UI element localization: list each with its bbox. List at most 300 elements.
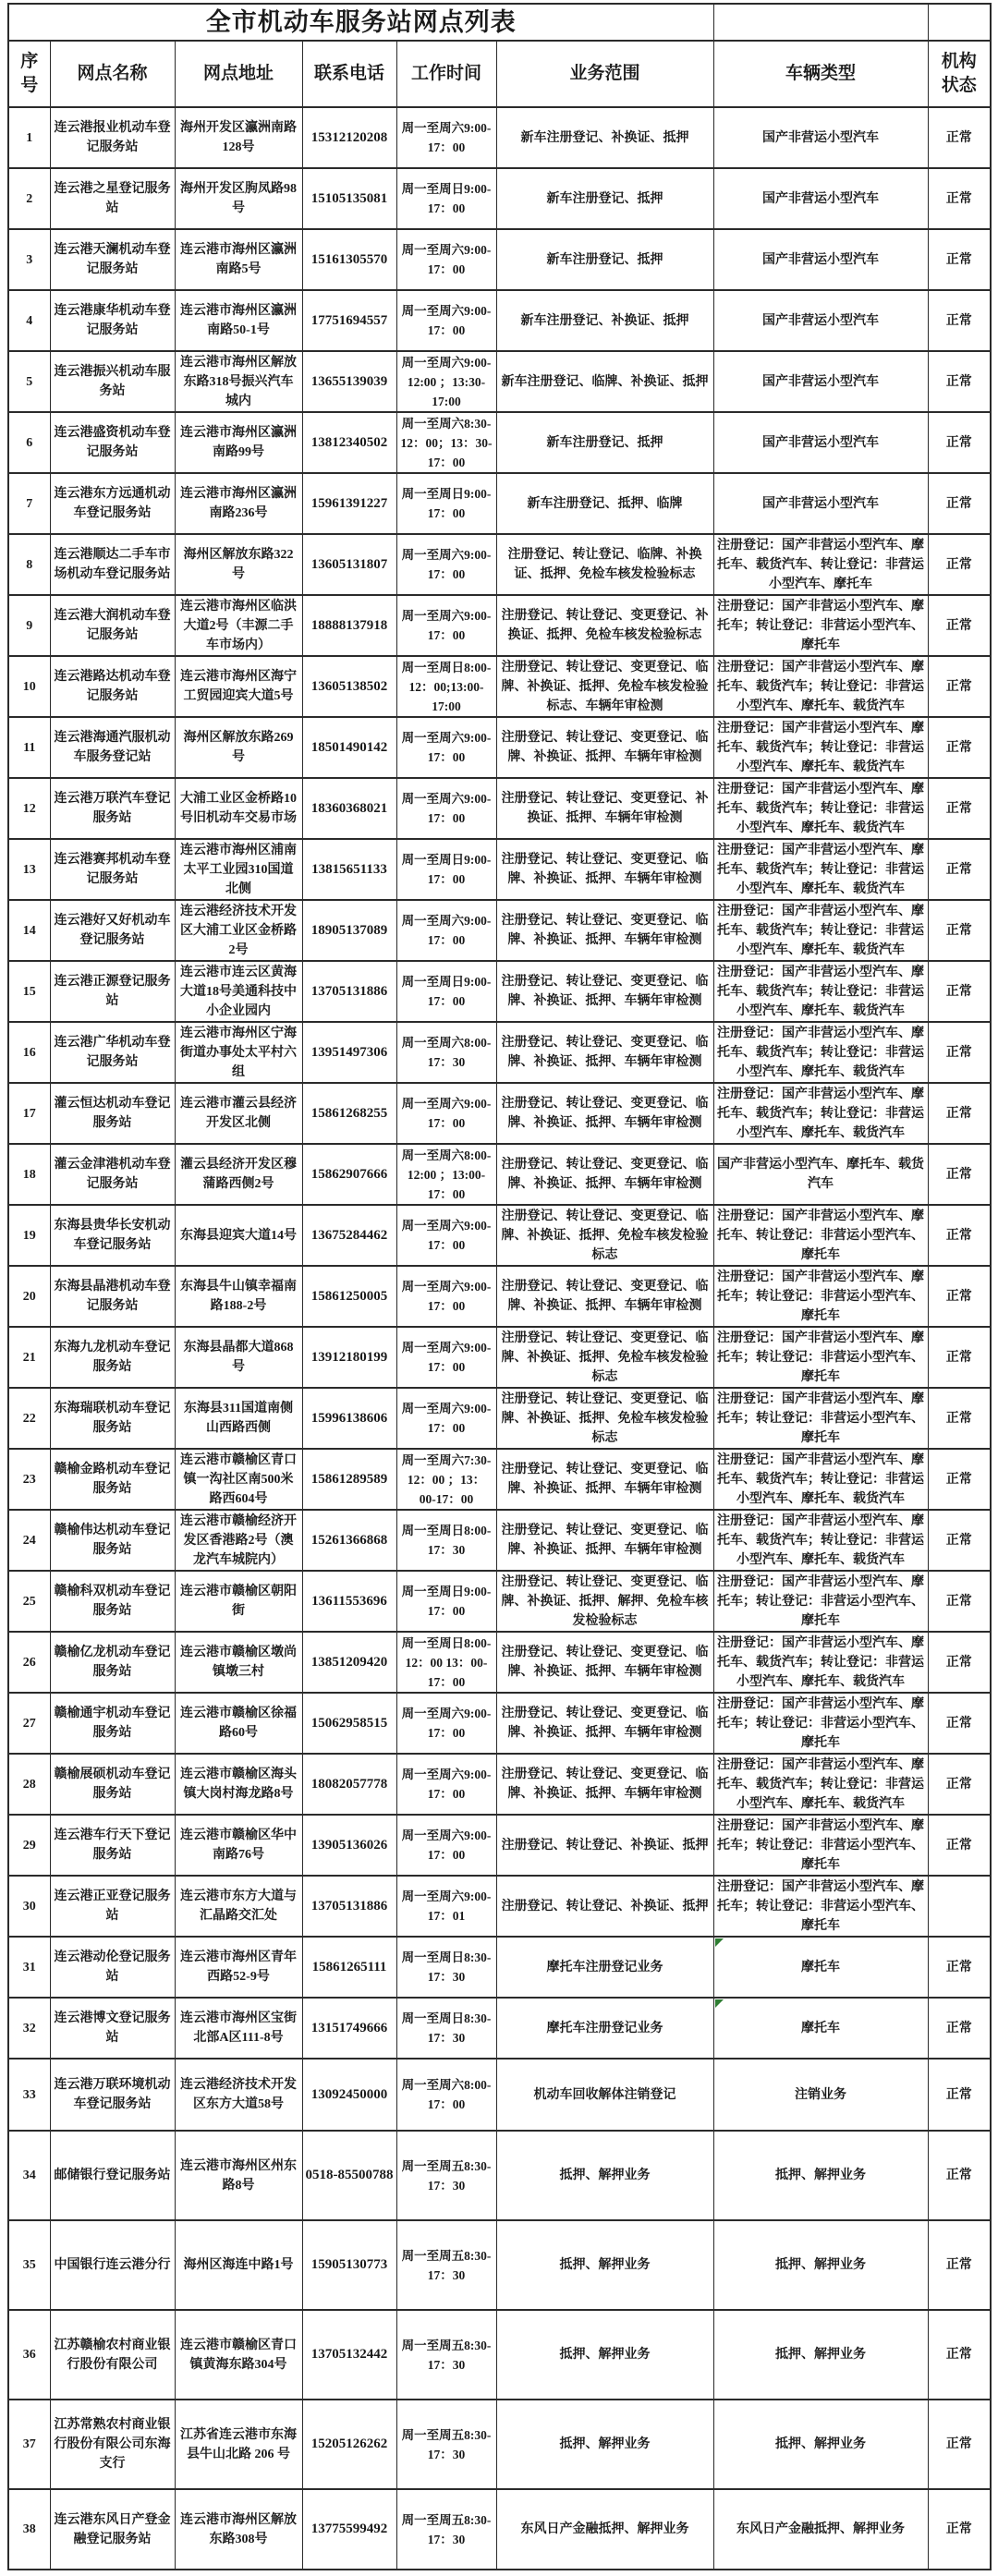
table-row: [8, 961, 991, 1022]
cell-phone: 18905137089: [302, 900, 396, 961]
cell-hours: 周一至周六9:00-17：00: [396, 1266, 496, 1327]
cell-station-name: 连云港博文登记服务站: [50, 1998, 175, 2059]
cell-scope: 新车注册登记、抵押: [496, 412, 713, 473]
cell-station-name: 连云港天澜机动车登记服务站: [50, 229, 175, 290]
table-row: [8, 351, 991, 412]
cell-phone: 13611553696: [302, 1571, 396, 1632]
cell-status: 正常: [928, 2310, 991, 2400]
table-row: [8, 412, 991, 473]
cell-scope: 摩托车注册登记业务: [496, 1937, 713, 1998]
cell-station-name: 连云港东风日产登金融登记服务站: [50, 2489, 175, 2570]
cell-seq: 32: [8, 1998, 50, 2059]
cell-address: 连云港经济技术开发区东方大道58号: [175, 2059, 302, 2131]
table-row: [8, 1754, 991, 1815]
cell-address: 连云港市海州区宁海街道办事处太平村六组: [175, 1022, 302, 1083]
cell-vehicle-type: 抵押、解押业务: [713, 2310, 928, 2400]
cell-hours: 周一至周六9:00-17：00: [396, 1205, 496, 1266]
cell-address: 连云港市赣榆经济开发区香港路2号（澳龙汽车城院内）: [175, 1510, 302, 1571]
cell-hours: 周一至周六9:00-17：00: [396, 107, 496, 168]
cell-address: 东海县晶都大道868号: [175, 1327, 302, 1388]
table-row: [8, 1998, 991, 2059]
cell-scope: 新车注册登记、抵押: [496, 229, 713, 290]
cell-status: 正常: [928, 1693, 991, 1754]
cell-vehicle-type: 摩托车: [713, 1998, 928, 2059]
cell-seq: 31: [8, 1937, 50, 1998]
cell-address: 连云港市东方大道与汇晶路交汇处: [175, 1876, 302, 1937]
cell-station-name: 邮储银行登记服务站: [50, 2131, 175, 2220]
cell-scope: 抵押、解押业务: [496, 2220, 713, 2310]
cell-scope: 注册登记、转让登记、变更登记、临牌、补换证、抵押、车辆年审检测: [496, 900, 713, 961]
cell-address: 连云港市海州区海宁工贸园迎宾大道5号: [175, 656, 302, 717]
cell-status: 正常: [928, 1815, 991, 1876]
cell-scope: 机动车回收解体注销登记: [496, 2059, 713, 2131]
table-row: [8, 2310, 991, 2400]
cell-station-name: 连云港海通汽服机动车服务登记站: [50, 717, 175, 778]
cell-hours: 周一至周日9:00-17：00: [396, 839, 496, 900]
cell-seq: 10: [8, 656, 50, 717]
cell-phone: 13605138502: [302, 656, 396, 717]
cell-seq: 4: [8, 290, 50, 351]
cell-status: 正常: [928, 1998, 991, 2059]
cell-hours: 周一至周六9:00-17：00: [396, 229, 496, 290]
cell-seq: 6: [8, 412, 50, 473]
cell-phone: 13912180199: [302, 1327, 396, 1388]
cell-seq: 23: [8, 1449, 50, 1510]
column-header-phone: 联系电话: [302, 41, 396, 107]
table-row: [8, 1693, 991, 1754]
cell-status: 正常: [928, 107, 991, 168]
cell-phone: 15205126262: [302, 2400, 396, 2489]
table-row: [8, 1327, 991, 1388]
cell-status: 正常: [928, 1632, 991, 1693]
cell-address: 连云港市海州区青年西路52-9号: [175, 1937, 302, 1998]
cell-station-name: 灌云恒达机动车登记服务站: [50, 1083, 175, 1144]
cell-status: 正常: [928, 1205, 991, 1266]
table-head: [8, 4, 991, 107]
cell-seq: 9: [8, 595, 50, 656]
cell-status: 正常: [928, 1510, 991, 1571]
page-title: 全市机动车服务站网点列表: [205, 8, 517, 36]
cell-address: 连云港市灌云县经济开发区北侧: [175, 1083, 302, 1144]
cell-vehicle-type: 国产非营运小型汽车、摩托车、载货汽车: [713, 1144, 928, 1205]
cell-scope: 东风日产金融抵押、解押业务: [496, 2489, 713, 2570]
table-row: [8, 2220, 991, 2310]
cell-hours: 周一至周六9:00-17：00: [396, 1754, 496, 1815]
cell-vehicle-type: 注册登记：国产非营运小型汽车、摩托车；转让登记：非营运小型汽车、摩托车: [713, 1571, 928, 1632]
cell-hours: 周一至周五8:30-17：30: [396, 2131, 496, 2220]
cell-vehicle-type: 国产非营运小型汽车: [713, 290, 928, 351]
cell-seq: 33: [8, 2059, 50, 2131]
cell-seq: 12: [8, 778, 50, 839]
cell-address: 大浦工业区金桥路10号旧机动车交易市场: [175, 778, 302, 839]
cell-seq: 35: [8, 2220, 50, 2310]
cell-hours: 周一至周六8:30-12：00；13：30-17：00: [396, 412, 496, 473]
table-row: [8, 1571, 991, 1632]
cell-station-name: 连云港路达机动车登记服务站: [50, 656, 175, 717]
cell-phone: 15105135081: [302, 168, 396, 229]
cell-status: 正常: [928, 900, 991, 961]
table-row: [8, 1205, 991, 1266]
cell-seq: 22: [8, 1388, 50, 1449]
cell-seq: 24: [8, 1510, 50, 1571]
cell-hours: 周一至周日9:00-17：00: [396, 168, 496, 229]
cell-hours: 周一至周日9:00-17：00: [396, 1571, 496, 1632]
cell-address: 连云港市赣榆区华中南路76号: [175, 1815, 302, 1876]
cell-hours: 周一至周五8:30-17：30: [396, 2400, 496, 2489]
cell-vehicle-type: 抵押、解押业务: [713, 2400, 928, 2489]
cell-address: 连云港市海州区瀛洲南路50-1号: [175, 290, 302, 351]
cell-station-name: 连云港动伦登记服务站: [50, 1937, 175, 1998]
column-header-status: 机构状态: [928, 41, 991, 107]
table-row: [8, 1449, 991, 1510]
cell-vehicle-type: 注册登记：国产非营运小型汽车、摩托车、载货汽车；转让登记：非营运小型汽车、摩托车、载货汽车: [713, 900, 928, 961]
cell-vehicle-type: 注册登记：国产非营运小型汽车、摩托车、转让登记：非营运小型汽车、摩托车: [713, 1205, 928, 1266]
cell-hours: 周一至周六8:00-17：30: [396, 1022, 496, 1083]
cell-seq: 16: [8, 1022, 50, 1083]
cell-phone: 18360368021: [302, 778, 396, 839]
cell-scope: 注册登记、转让登记、变更登记、临牌、补换证、抵押、车辆年审检测: [496, 1632, 713, 1693]
cell-address: 连云港市海州区解放东路308号: [175, 2489, 302, 2570]
cell-phone: 17751694557: [302, 290, 396, 351]
cell-seq: 20: [8, 1266, 50, 1327]
cell-address: 东海县311国道南侧山西路西侧: [175, 1388, 302, 1449]
cell-status: 正常: [928, 1144, 991, 1205]
cell-scope: 注册登记、转让登记、变更登记、临牌、补换证、抵押、车辆年审检测: [496, 1510, 713, 1571]
cell-status: 正常: [928, 1083, 991, 1144]
cell-hours: 周一至周日8:00-12：00;13:00-17:00: [396, 656, 496, 717]
table-row: [8, 1266, 991, 1327]
cell-station-name: 中国银行连云港分行: [50, 2220, 175, 2310]
table-row: [8, 229, 991, 290]
cell-seq: 3: [8, 229, 50, 290]
cell-phone: 15312120208: [302, 107, 396, 168]
cell-vehicle-type: 注册登记：国产非营运小型汽车、摩托车、载货汽车；转让登记：非营运小型汽车、摩托车、载货汽车: [713, 1510, 928, 1571]
cell-scope: 注册登记、转让登记、变更登记、临牌、补换证、抵押、车辆年审检测: [496, 839, 713, 900]
cell-status: 正常: [928, 2059, 991, 2131]
cell-status: 正常: [928, 961, 991, 1022]
cell-phone: 13775599492: [302, 2489, 396, 2570]
cell-seq: 38: [8, 2489, 50, 2570]
cell-hours: 周一至周日8:30-17：30: [396, 1998, 496, 2059]
cell-seq: 19: [8, 1205, 50, 1266]
cell-vehicle-type: 注册登记：国产非营运小型汽车、摩托车；转让登记：非营运小型汽车、摩托车: [713, 1876, 928, 1937]
cell-vehicle-type: 注册登记：国产非营运小型汽车、摩托车、载货汽车；转让登记：非营运小型汽车、摩托车、载货汽车: [713, 961, 928, 1022]
column-header-hours: 工作时间: [396, 41, 496, 107]
table-header-row: [8, 41, 991, 107]
cell-hours: 周一至周六8:00-17：00: [396, 2059, 496, 2131]
cell-phone: 13705131886: [302, 961, 396, 1022]
cell-status: 正常: [928, 412, 991, 473]
table-row: [8, 473, 991, 534]
cell-seq: 28: [8, 1754, 50, 1815]
cell-phone: 15862907666: [302, 1144, 396, 1205]
cell-vehicle-type: 国产非营运小型汽车: [713, 351, 928, 412]
cell-scope: 注册登记、转让登记、变更登记、临牌、补换证、抵押、车辆年审检测: [496, 961, 713, 1022]
cell-status: 正常: [928, 290, 991, 351]
table-row: [8, 2131, 991, 2220]
cell-status: 正常: [928, 351, 991, 412]
cell-scope: 注册登记、转让登记、变更登记、临牌、补换证、抵押、车辆年审检测: [496, 1693, 713, 1754]
cell-phone: 15961391227: [302, 473, 396, 534]
cell-address: 海州开发区瀛洲南路128号: [175, 107, 302, 168]
cell-hours: 周一至周六9:00-17：00: [396, 900, 496, 961]
title-empty-cell: [928, 4, 991, 41]
cell-station-name: 江苏赣榆农村商业银行股份有限公司: [50, 2310, 175, 2400]
cell-vehicle-type: 国产非营运小型汽车: [713, 168, 928, 229]
cell-phone: 13151749666: [302, 1998, 396, 2059]
cell-vehicle-type: 注册登记：国产非营运小型汽车、摩托车；转让登记：非营运小型汽车、摩托车: [713, 1815, 928, 1876]
cell-phone: 13812340502: [302, 412, 396, 473]
cell-vehicle-type: 注册登记：国产非营运小型汽车、摩托车、载货汽车；转让登记：非营运小型汽车、摩托车、载货汽车: [713, 717, 928, 778]
cell-seq: 30: [8, 1876, 50, 1937]
cell-address: 连云港市海州区瀛洲南路99号: [175, 412, 302, 473]
cell-scope: 新车注册登记、补换证、抵押: [496, 107, 713, 168]
cell-station-name: 连云港好又好机动车登记服务站: [50, 900, 175, 961]
cell-vehicle-type: 国产非营运小型汽车: [713, 229, 928, 290]
cell-status: 正常: [928, 1388, 991, 1449]
cell-station-name: 连云港报业机动车登记服务站: [50, 107, 175, 168]
cell-phone: 13851209420: [302, 1632, 396, 1693]
cell-station-name: 赣榆通宇机动车登记服务站: [50, 1693, 175, 1754]
cell-seq: 18: [8, 1144, 50, 1205]
cell-address: 连云港市海州区宝街北部A区111-8号: [175, 1998, 302, 2059]
cell-hours: 周一至周六9:00-17：00: [396, 290, 496, 351]
cell-phone: 15996138606: [302, 1388, 396, 1449]
cell-phone: 13815651133: [302, 839, 396, 900]
table-row: [8, 2489, 991, 2570]
cell-phone: 13905136026: [302, 1815, 396, 1876]
cell-address: 海州区海连中路1号: [175, 2220, 302, 2310]
cell-vehicle-type: 注销业务: [713, 2059, 928, 2131]
cell-status: 正常: [928, 2400, 991, 2489]
cell-seq: 26: [8, 1632, 50, 1693]
cell-station-name: 江苏常熟农村商业银行股份有限公司东海支行: [50, 2400, 175, 2489]
cell-seq: 14: [8, 900, 50, 961]
cell-hours: 周一至周六9:00-17：00: [396, 1327, 496, 1388]
cell-status: 正常: [928, 229, 991, 290]
cell-phone: 15905130773: [302, 2220, 396, 2310]
cell-vehicle-type: 东风日产金融抵押、解押业务: [713, 2489, 928, 2570]
cell-seq: 34: [8, 2131, 50, 2220]
table-row: [8, 1144, 991, 1205]
cell-status: 正常: [928, 839, 991, 900]
cell-scope: 注册登记、转让登记、变更登记、临牌、补换证、抵押、免检车核发检验标志: [496, 1388, 713, 1449]
cell-station-name: 东海县晶港机动车登记服务站: [50, 1266, 175, 1327]
cell-address: 连云港市海州区州东路8号: [175, 2131, 302, 2220]
cell-scope: 抵押、解押业务: [496, 2310, 713, 2400]
cell-station-name: 赣榆亿龙机动车登记服务站: [50, 1632, 175, 1693]
cell-address: 连云港经济技术开发区大浦工业区金桥路2号: [175, 900, 302, 961]
cell-station-name: 连云港振兴机动车服务站: [50, 351, 175, 412]
column-header-name: 网点名称: [50, 41, 175, 107]
cell-seq: 36: [8, 2310, 50, 2400]
cell-phone: 18888137918: [302, 595, 396, 656]
cell-phone: 13092450000: [302, 2059, 396, 2131]
cell-vehicle-type: 抵押、解押业务: [713, 2220, 928, 2310]
cell-address: 海州开发区朐凤路98号: [175, 168, 302, 229]
column-header-vehicle-type: 车辆类型: [713, 41, 928, 107]
cell-address: 连云港市海州区瀛洲南路5号: [175, 229, 302, 290]
cell-status: 正常: [928, 778, 991, 839]
cell-station-name: 连云港万联环境机动车登记服务站: [50, 2059, 175, 2131]
cell-seq: 5: [8, 351, 50, 412]
cell-station-name: 连云港盛资机动车登记服务站: [50, 412, 175, 473]
cell-phone: 15861265111: [302, 1937, 396, 1998]
table-row: [8, 2059, 991, 2131]
table-row: [8, 900, 991, 961]
cell-phone: 13705131886: [302, 1876, 396, 1937]
cell-hours: 周一至周六9:00-17：00: [396, 1388, 496, 1449]
cell-status: 正常: [928, 1449, 991, 1510]
cell-status: 正常: [928, 595, 991, 656]
cell-phone: 13675284462: [302, 1205, 396, 1266]
table-row: [8, 1632, 991, 1693]
cell-status: 正常: [928, 2131, 991, 2220]
cell-status: 正常: [928, 1266, 991, 1327]
cell-address: 连云港市海州区临洪大道2号（丰源二手车市场内）: [175, 595, 302, 656]
table-row: [8, 107, 991, 168]
cell-vehicle-type: 注册登记：国产非营运小型汽车、摩托车、载货汽车、转让登记：非营运小型汽车、摩托车: [713, 534, 928, 595]
cell-address: 连云港市赣榆区徐福路60号: [175, 1693, 302, 1754]
table-row: [8, 1510, 991, 1571]
table-row: [8, 290, 991, 351]
cell-phone: 18501490142: [302, 717, 396, 778]
cell-vehicle-type: 注册登记：国产非营运小型汽车、摩托车、载货汽车；转让登记：非营运小型汽车、摩托车、载货汽车: [713, 1632, 928, 1693]
cell-phone: 15861250005: [302, 1266, 396, 1327]
table-row: [8, 1022, 991, 1083]
cell-vehicle-type: 注册登记：国产非营运小型汽车、摩托车、载货汽车；转让登记：非营运小型汽车、摩托车、载货汽车: [713, 1449, 928, 1510]
table-row: [8, 595, 991, 656]
cell-status: 正常: [928, 717, 991, 778]
cell-address: 海州区解放东路322号: [175, 534, 302, 595]
cell-seq: 17: [8, 1083, 50, 1144]
table-row: [8, 1083, 991, 1144]
cell-phone: 15861268255: [302, 1083, 396, 1144]
cell-station-name: 连云港赛邦机动车登记服务站: [50, 839, 175, 900]
table-row: [8, 778, 991, 839]
cell-address: 连云港市海州区浦南太平工业园310国道北侧: [175, 839, 302, 900]
cell-status: [928, 1876, 991, 1937]
cell-vehicle-type: 注册登记：国产非营运小型汽车、摩托车；转让登记：非营运小型汽车、摩托车: [713, 1327, 928, 1388]
cell-seq: 7: [8, 473, 50, 534]
cell-seq: 8: [8, 534, 50, 595]
cell-status: 正常: [928, 1327, 991, 1388]
table-body: [8, 107, 991, 2570]
cell-scope: 新车注册登记、抵押、临牌: [496, 473, 713, 534]
column-header-seq: 序号: [8, 41, 50, 107]
cell-address: 灌云县经济开发区穆蒲路西侧2号: [175, 1144, 302, 1205]
cell-vehicle-type: 注册登记：国产非营运小型汽车、摩托车、载货汽车；转让登记：非营运小型汽车、摩托车、载货汽车: [713, 656, 928, 717]
cell-address: 东海县牛山镇幸福南路188-2号: [175, 1266, 302, 1327]
cell-scope: 注册登记、转让登记、补换证、抵押: [496, 1876, 713, 1937]
cell-hours: 周一至周六7:30-12：00 ；13：00-17：00: [396, 1449, 496, 1510]
cell-scope: 注册登记、转让登记、变更登记、临牌、补换证、抵押、车辆年审检测: [496, 717, 713, 778]
cell-scope: 注册登记、转让登记、补换证、抵押: [496, 1815, 713, 1876]
cell-hours: 周一至周日8:30-17：30: [396, 1937, 496, 1998]
cell-seq: 2: [8, 168, 50, 229]
cell-status: 正常: [928, 1937, 991, 1998]
cell-vehicle-type: 注册登记：国产非营运小型汽车、摩托车；转让登记：非营运小型汽车、摩托车: [713, 1388, 928, 1449]
cell-phone: 13605131807: [302, 534, 396, 595]
cell-status: 正常: [928, 534, 991, 595]
cell-address: 连云港市赣榆区墩尚镇墩三村: [175, 1632, 302, 1693]
cell-station-name: 连云港康华机动车登记服务站: [50, 290, 175, 351]
cell-hours: 周一至周六9:00-17：01: [396, 1876, 496, 1937]
cell-phone: 18082057778: [302, 1754, 396, 1815]
cell-hours: 周一至周日9:00-17：00: [396, 473, 496, 534]
cell-address: 江苏省连云港市东海县牛山北路 206 号: [175, 2400, 302, 2489]
cell-phone: 15261366868: [302, 1510, 396, 1571]
cell-scope: 注册登记、转让登记、变更登记、临牌、补换证、抵押、解押、免检车核发检验标志: [496, 1571, 713, 1632]
cell-station-name: 东海县贵华长安机动车登记服务站: [50, 1205, 175, 1266]
cell-hours: 周一至周日9:00-17：00: [396, 961, 496, 1022]
cell-address: 海州区解放东路269号: [175, 717, 302, 778]
cell-status: 正常: [928, 1754, 991, 1815]
cell-station-name: 连云港之星登记服务站: [50, 168, 175, 229]
cell-vehicle-type: 注册登记：国产非营运小型汽车、摩托车、载货汽车；转让登记：非营运小型汽车、摩托车、载货汽车: [713, 778, 928, 839]
cell-seq: 11: [8, 717, 50, 778]
cell-phone: 15861289589: [302, 1449, 396, 1510]
cell-hours: 周一至周六9:00-17：00: [396, 595, 496, 656]
cell-scope: 注册登记、转让登记、变更登记、临牌、补换证、抵押、免检车核发检验标志: [496, 1327, 713, 1388]
cell-hours: 周一至周六9:00-17：00: [396, 1083, 496, 1144]
cell-station-name: 连云港顺达二手车市场机动车登记服务站: [50, 534, 175, 595]
cell-status: 正常: [928, 473, 991, 534]
table-row: [8, 534, 991, 595]
cell-station-name: 连云港万联汽车登记服务站: [50, 778, 175, 839]
cell-vehicle-type: 注册登记：国产非营运小型汽车、摩托车；转让登记：非营运小型汽车、摩托车: [713, 1693, 928, 1754]
cell-hours: 周一至周六9:00-17：00: [396, 1693, 496, 1754]
column-header-address: 网点地址: [175, 41, 302, 107]
cell-station-name: 赣榆展硕机动车登记服务站: [50, 1754, 175, 1815]
vehicle-service-station-table: [7, 3, 992, 2570]
cell-scope: 抵押、解押业务: [496, 2400, 713, 2489]
cell-vehicle-type: 国产非营运小型汽车: [713, 473, 928, 534]
cell-address: 连云港市海州区解放东路318号振兴汽车城内: [175, 351, 302, 412]
cell-station-name: 东海九龙机动车登记服务站: [50, 1327, 175, 1388]
cell-scope: 注册登记、转让登记、变更登记、临牌、补换证、抵押、免检车核发检验标志: [496, 1205, 713, 1266]
cell-phone: 13705132442: [302, 2310, 396, 2400]
cell-status: 正常: [928, 1022, 991, 1083]
cell-phone: 0518-85500788: [302, 2131, 396, 2220]
table-row: [8, 2400, 991, 2489]
cell-phone: 13951497306: [302, 1022, 396, 1083]
cell-address: 连云港市赣榆区青口镇黄海东路304号: [175, 2310, 302, 2400]
cell-seq: 29: [8, 1815, 50, 1876]
cell-scope: 注册登记、转让登记、变更登记、临牌、补换证、抵押、车辆年审检测: [496, 1449, 713, 1510]
cell-address: 连云港市连云区黄海大道18号美通科技中小企业园内: [175, 961, 302, 1022]
cell-vehicle-type: 国产非营运小型汽车: [713, 412, 928, 473]
title-empty-cell: [713, 4, 928, 41]
table-row: [8, 1388, 991, 1449]
table-row: [8, 168, 991, 229]
cell-status: 正常: [928, 168, 991, 229]
cell-hours: 周一至周五8:30-17：30: [396, 2310, 496, 2400]
cell-seq: 15: [8, 961, 50, 1022]
cell-status: 正常: [928, 2489, 991, 2570]
table-row: [8, 1937, 991, 1998]
cell-seq: 37: [8, 2400, 50, 2489]
cell-scope: 注册登记、转让登记、变更登记、临牌、补换证、抵押、免检车核发检验标志、车辆年审检测: [496, 656, 713, 717]
cell-phone: 15062958515: [302, 1693, 396, 1754]
cell-seq: 21: [8, 1327, 50, 1388]
cell-scope: 注册登记、转让登记、变更登记、临牌、补换证、抵押、车辆年审检测: [496, 1022, 713, 1083]
cell-vehicle-type: 抵押、解押业务: [713, 2131, 928, 2220]
table-row: [8, 717, 991, 778]
cell-station-name: 赣榆科双机动车登记服务站: [50, 1571, 175, 1632]
column-header-scope: 业务范围: [496, 41, 713, 107]
cell-address: 连云港市赣榆区青口镇一沟社区南500米路西604号: [175, 1449, 302, 1510]
